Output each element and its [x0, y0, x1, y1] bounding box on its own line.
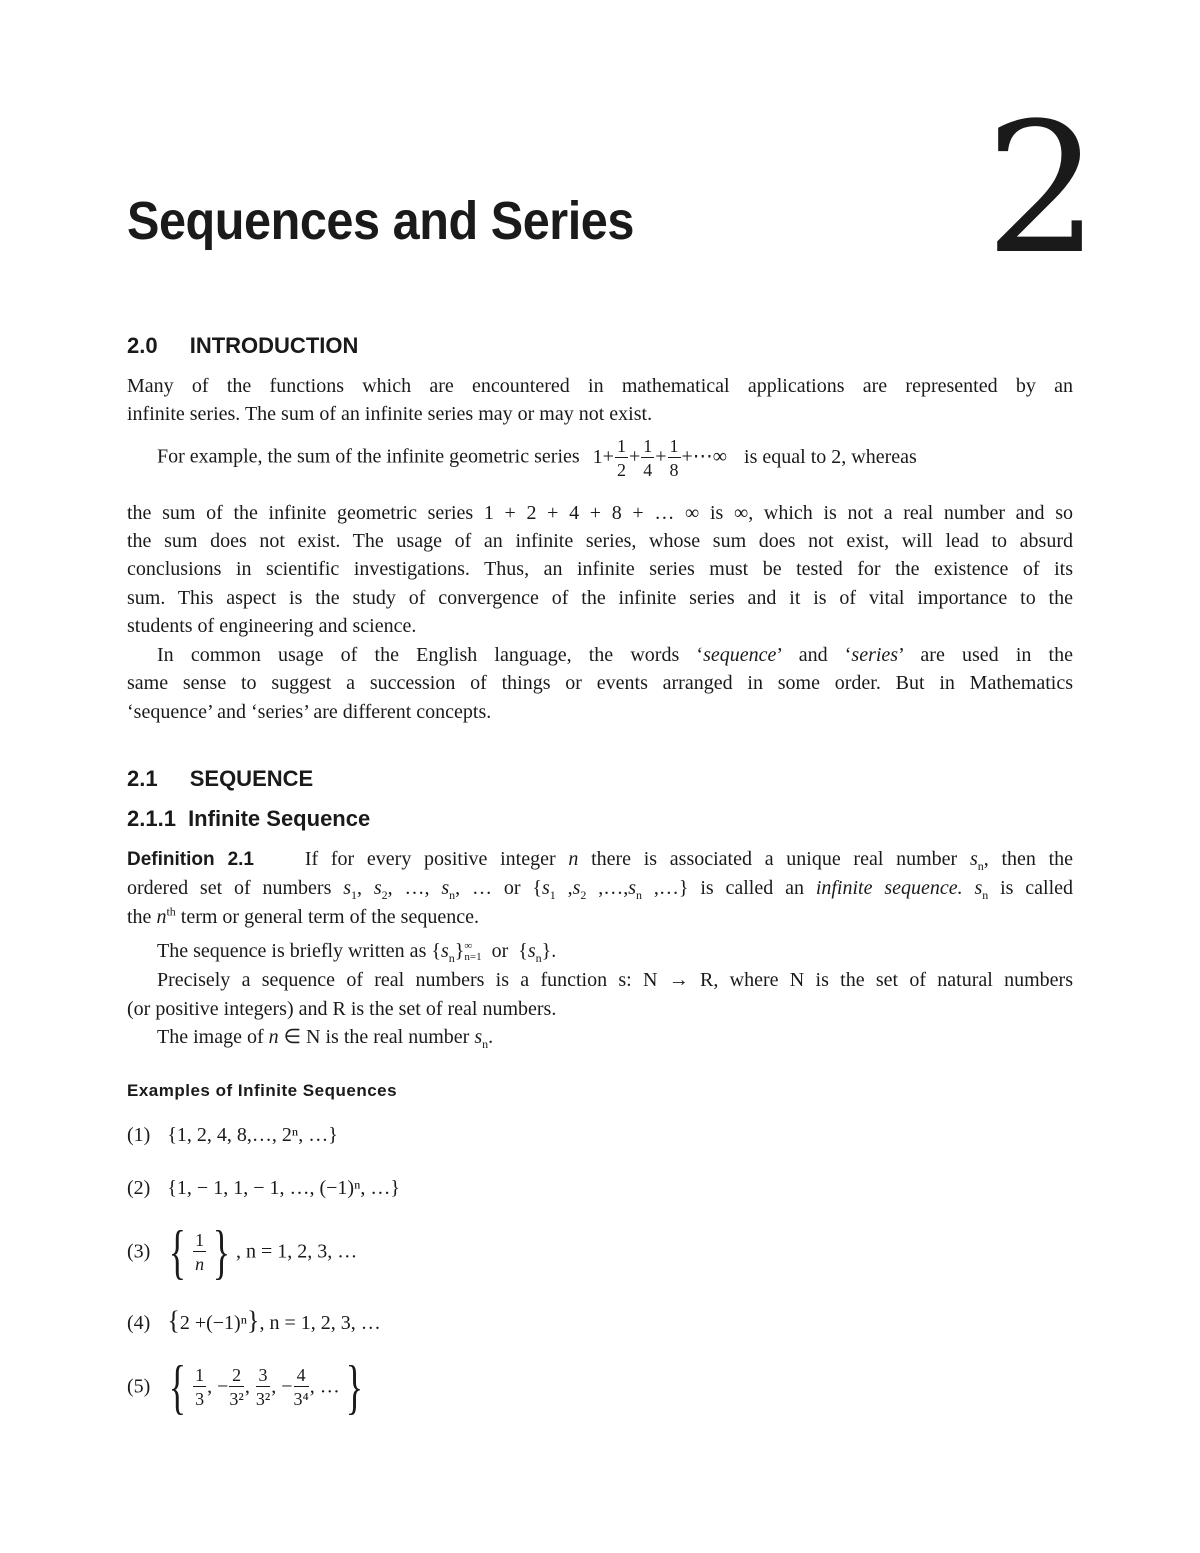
plus: + — [602, 445, 614, 468]
example-expression: {1, 2, 4, 8,…, 2ⁿ, …} — [167, 1124, 338, 1146]
section-heading-sequence — [127, 766, 313, 792]
text-line: The sequence is briefly written as $\{s_n\}$ ∞ n=1 or $\{s_n\}$. — [157, 940, 557, 965]
text-line: the $n^{th}$ term or general term of the sequence. — [127, 904, 479, 928]
text-line: infinite series. The sum of an infinite series may or may not exist. — [127, 403, 653, 425]
chapter-title: Sequences and Series — [127, 191, 634, 251]
fraction: $\frac{2}{\text{3²}}$ — [229, 1365, 244, 1409]
text-line: same sense to suggest a succession of things or events arranged in some order. But in Mathematics — [127, 672, 1073, 694]
example-geometric-series: For example, the sum of the infinite geometric series 1+ $\frac{1}{2}$ + $\frac{1}{4}$ + $\frac{1}{8}$ +⋯∞ is equal to 2, whereas — [157, 436, 917, 480]
text-line: the sum of the infinite geometric series 1 + 2 + 4 + 8 + … ∞ is ∞, which is not a real number and so — [127, 502, 1073, 524]
text-line: Definition 2.1 If for every positive integer n there is associated a unique real number $s_n$, then the — [127, 848, 1074, 873]
text-line: the sum does not exist. The usage of an infinite series, whose sum does not exist, will lead to absurd — [127, 530, 1073, 552]
example-item: (4) {2 +(−1)ⁿ}, n = 1, 2, 3, … — [127, 1306, 381, 1335]
text-line: sum. This aspect is the study of convergence of the infinite series and it is of vital importance to the — [127, 587, 1073, 609]
section-title: SEQUENCE — [189, 766, 314, 791]
fraction: $\frac{4}{\text{3⁴}}$ — [293, 1365, 309, 1409]
text-line: students of engineering and science. — [127, 615, 417, 637]
subsection-number: 2.1.1 — [127, 806, 176, 831]
text-line: Precisely a sequence of real numbers is a function s: N → R, where N is the set of natural numbers — [157, 969, 1073, 991]
example-item — [127, 1124, 338, 1147]
section-number: 2.0 — [127, 333, 158, 358]
section-heading-intro — [127, 333, 358, 359]
text-line: conclusions in scientific investigations. Thus, an infinite series must be tested for the existence of its — [127, 558, 1073, 580]
fraction: $\frac{1}{8}$ — [669, 436, 679, 480]
text: is equal to 2, whereas — [744, 445, 917, 468]
chapter-number: 2 — [985, 85, 1100, 294]
series-tail: +⋯∞ — [681, 445, 728, 468]
fraction: $\frac{1}{3}$ — [195, 1365, 205, 1409]
subsection-title: Infinite Sequence — [188, 806, 371, 831]
example-label: (3) — [127, 1240, 151, 1263]
example-item — [127, 1177, 400, 1200]
examples-heading: Examples of Infinite Sequences — [127, 1081, 398, 1100]
text-line: Many of the functions which are encountered in mathematical applications are represented by an — [127, 375, 1073, 397]
text-line: (or positive integers) and R is the set of real numbers. — [127, 998, 557, 1020]
section-number: 2.1 — [127, 766, 158, 791]
example-label: (1) — [127, 1124, 151, 1146]
text-line: ‘sequence’ and ‘series’ are different concepts. — [127, 701, 492, 723]
fraction: $\frac{1}{n}$ — [195, 1230, 205, 1274]
example-label: (2) — [127, 1177, 151, 1199]
example-expression: {1, − 1, 1, − 1, …, (−1)ⁿ, …} — [167, 1177, 400, 1199]
fraction: $\frac{1}{2}$ — [616, 436, 626, 480]
example-label: (5) — [127, 1375, 151, 1398]
fraction: $\frac{1}{4}$ — [643, 436, 653, 480]
text: For example, the sum of the infinite geometric series — [157, 445, 580, 468]
series-one: 1 — [592, 445, 603, 468]
text-line: ordered set of numbers $s_1$, $s_2$, …, $s_n$, … or {$s_1$ $,s_2$ $,\dots,s_n$ ,…} is called an infinite sequence. $s_n$ is called — [127, 877, 1074, 902]
example-label: (4) — [127, 1312, 151, 1334]
example-item: (3) { $\frac{1}{n}$ } , n = 1, 2, 3, … — [127, 1219, 358, 1285]
subsection-heading — [127, 806, 370, 832]
fraction: $\frac{3}{\text{3²}}$ — [255, 1365, 271, 1409]
section-title: INTRODUCTION — [189, 333, 359, 358]
definition-label: Definition 2.1 — [127, 849, 254, 870]
text-line: The image of n ∈ N is the real number $s_n$. — [157, 1026, 494, 1051]
text-line: In common usage of the English language, the words ‘sequence’ and ‘series’ are used in the — [157, 644, 1073, 666]
example-item: (5) { $\frac{1}{3}$ , − $\frac{2}{\text{3²}}$ , $\frac{3}{\text{3²}}$ , − $\frac{4}{\text{3⁴}}$ , …} — [127, 1354, 363, 1420]
